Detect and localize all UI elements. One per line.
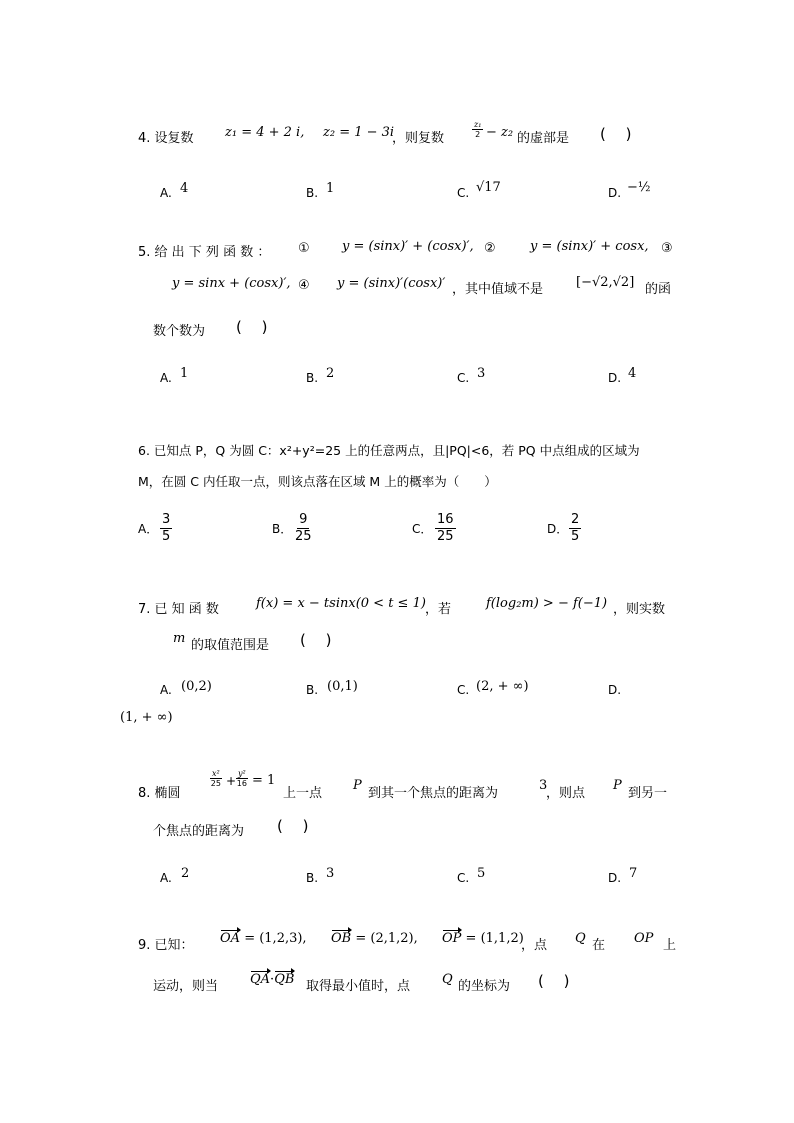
q6-option-b-den: 25 bbox=[295, 529, 312, 544]
q4-option-d-value: −½ bbox=[627, 180, 651, 195]
q7-option-a-value: (0,2) bbox=[181, 679, 212, 694]
q5-f4: y = (sinx)′(cosx)′ bbox=[337, 276, 446, 291]
q7-answer-paren: ( ) bbox=[300, 631, 332, 649]
q4-z1: z₁ = 4 + 2 i, bbox=[225, 125, 305, 140]
q5-line3: 数个数为 bbox=[153, 324, 206, 339]
q6-option-c-num: 16 bbox=[437, 512, 454, 527]
q8-option-d-value: 7 bbox=[629, 866, 638, 881]
q7-func: f(x) = x − tsinx(0 < t ≤ 1) bbox=[256, 596, 426, 611]
q4-label: 4. 设复数 bbox=[138, 131, 194, 146]
q8-option-d-letter: D. bbox=[608, 871, 622, 885]
q8-label: 8. 椭圆 bbox=[138, 786, 181, 801]
q9-vector-op bbox=[442, 931, 524, 946]
q9-op-line: OP bbox=[634, 931, 654, 946]
q9-oa-value: = (1,2,3), bbox=[244, 931, 307, 946]
q9-line2-c: 的坐标为 bbox=[458, 979, 511, 994]
q4-expr-tail: − z₂ bbox=[486, 125, 514, 140]
q8-ellipse-frac-x bbox=[210, 769, 222, 788]
q6-option-c-den: 25 bbox=[437, 529, 454, 544]
q5-f1: y = (sinx)′ + (cosx)′, bbox=[342, 239, 474, 254]
q8-ellipse-tail: = 1 bbox=[252, 773, 276, 788]
q5-option-d-value: 4 bbox=[628, 366, 637, 381]
q7-option-b-value: (0,1) bbox=[327, 679, 358, 694]
q4-frac-den: 2 bbox=[475, 130, 481, 139]
q6-option-b-letter: B． bbox=[272, 522, 293, 536]
q7-option-d-value: (1, + ∞) bbox=[120, 710, 173, 725]
q4-option-a-value: 4 bbox=[180, 181, 189, 196]
q6-option-a-fraction bbox=[160, 512, 172, 545]
q8-option-a-letter: A. bbox=[160, 871, 172, 885]
q5-option-c-letter: C. bbox=[457, 371, 470, 385]
q7-text-then: ，则实数 bbox=[613, 602, 666, 617]
q8-ellipse-x-den: 25 bbox=[210, 779, 221, 788]
q5-option-a-value: 1 bbox=[180, 366, 189, 381]
q8-ellipse-frac-y bbox=[236, 769, 248, 788]
q9-dot: · bbox=[270, 972, 275, 987]
q9-line2-a: 运动，则当 bbox=[153, 979, 219, 994]
q9-q1: Q bbox=[575, 931, 586, 946]
q6-option-a-letter: A． bbox=[138, 522, 159, 536]
q4-option-a-letter: A. bbox=[160, 186, 172, 200]
q5-text-mid: ，其中值域不是 bbox=[452, 282, 544, 297]
q7-option-c-letter: C. bbox=[457, 683, 470, 697]
q6-option-d-letter: D． bbox=[547, 522, 569, 536]
q6-option-d-num: 2 bbox=[571, 512, 580, 527]
q7-text-if: ，若 bbox=[425, 602, 452, 617]
q8-option-c-value: 5 bbox=[477, 866, 486, 881]
q4-option-c-letter: C. bbox=[457, 186, 470, 200]
q5-interval: [−√2,√2] bbox=[576, 275, 635, 290]
q5-option-b-value: 2 bbox=[326, 366, 335, 381]
q9-label: 9. 已知： bbox=[138, 938, 194, 953]
q5-option-c-value: 3 bbox=[477, 366, 486, 381]
q4-z2: z₂ = 1 − 3i bbox=[323, 125, 395, 140]
q5-n3: ③ bbox=[661, 241, 673, 256]
q6-line1: 6. 已知点 P，Q 为圆 C：x²+y²=25 上的任意两点，且|PQ|<6，若 PQ 中点组成的区域为 bbox=[138, 443, 640, 458]
q5-label: 5. 给 出 下 列 函 数 ： bbox=[138, 245, 271, 260]
q6-option-b-num: 9 bbox=[299, 512, 308, 527]
q8-option-c-letter: C. bbox=[457, 871, 470, 885]
q9-answer-paren: ( ) bbox=[538, 972, 570, 990]
q8-ellipse-y-den: 16 bbox=[236, 779, 247, 788]
q9-text-on: 在 bbox=[592, 938, 606, 953]
q9-qa: QA bbox=[250, 972, 271, 987]
q9-oa-name: OA bbox=[220, 931, 241, 946]
q8-text4: 到另一 bbox=[628, 786, 668, 801]
q8-ellipse-x-num: x² bbox=[212, 769, 220, 778]
q5-text-tail: 的函 bbox=[645, 282, 672, 297]
q5-answer-paren: ( ) bbox=[236, 318, 268, 336]
q5-option-b-letter: B. bbox=[306, 371, 319, 385]
q4-answer-paren: ( ) bbox=[600, 125, 632, 143]
q9-ob-name: OB bbox=[331, 931, 352, 946]
q7-condition: f(log₂m) > − f(−1) bbox=[486, 596, 608, 611]
q5-option-a-letter: A. bbox=[160, 371, 172, 385]
q4-option-b-letter: B. bbox=[306, 186, 319, 200]
q8-option-a-value: 2 bbox=[181, 866, 190, 881]
q9-qb: QB bbox=[274, 972, 295, 987]
q8-option-b-value: 3 bbox=[326, 866, 335, 881]
q6-option-d-fraction bbox=[569, 512, 581, 545]
q8-p2: P bbox=[613, 778, 622, 793]
q8-option-b-letter: B. bbox=[306, 871, 319, 885]
q6-line2: M，在圆 C 内任取一点，则该点落在区域 M 上的概率为（ ） bbox=[138, 474, 497, 489]
q9-text-point: ，点 bbox=[521, 938, 548, 953]
q4-text-then: ，则复数 bbox=[392, 131, 445, 146]
q8-text1: 上一点 bbox=[283, 786, 323, 801]
q8-ellipse-y-num: y² bbox=[238, 769, 246, 778]
q9-line2-b: 取得最小值时，点 bbox=[306, 979, 411, 994]
q8-plus: + bbox=[226, 774, 237, 788]
q4-option-b-value: 1 bbox=[326, 181, 335, 196]
q5-f3: y = sinx + (cosx)′, bbox=[172, 276, 291, 291]
q5-n1: ① bbox=[298, 241, 310, 256]
q7-option-d-letter: D. bbox=[608, 683, 622, 697]
q7-label: 7. 已 知 函 数 bbox=[138, 602, 219, 617]
q9-ob-value: = (2,1,2), bbox=[355, 931, 418, 946]
q4-fraction bbox=[472, 120, 483, 139]
q8-text3: ，则点 bbox=[546, 786, 586, 801]
q8-p1: P bbox=[353, 778, 362, 793]
q5-f2: y = (sinx)′ + cosx, bbox=[530, 239, 649, 254]
q9-text-up: 上 bbox=[663, 938, 677, 953]
q6-option-d-den: 5 bbox=[571, 529, 580, 544]
q7-option-c-value: (2, + ∞) bbox=[476, 679, 529, 694]
q6-option-a-den: 5 bbox=[162, 529, 171, 544]
q4-text-end: 的虚部是 bbox=[517, 131, 570, 146]
q9-op-name: OP bbox=[442, 931, 462, 946]
q8-distance: 3 bbox=[539, 778, 548, 793]
q7-option-b-letter: B. bbox=[306, 683, 319, 697]
q8-answer-paren: ( ) bbox=[277, 817, 309, 835]
q9-vector-ob bbox=[331, 931, 418, 946]
q6-option-c-letter: C． bbox=[412, 522, 433, 536]
q4-frac-num: z₁ bbox=[474, 120, 482, 129]
q4-option-d-letter: D. bbox=[608, 186, 622, 200]
q9-q2: Q bbox=[442, 972, 453, 987]
q7-option-a-letter: A. bbox=[160, 683, 172, 697]
q9-vector-oa bbox=[220, 931, 307, 946]
q7-line2-tail: 的取值范围是 bbox=[191, 638, 270, 653]
q5-n4: ④ bbox=[298, 278, 310, 293]
q6-option-c-fraction bbox=[435, 512, 456, 545]
q6-option-b-fraction bbox=[295, 512, 312, 545]
q5-option-d-letter: D. bbox=[608, 371, 622, 385]
q4-option-c-value: √17 bbox=[476, 180, 501, 195]
q8-line2: 个焦点的距离为 bbox=[153, 824, 245, 839]
q5-n2: ② bbox=[484, 241, 496, 256]
q9-dot-product bbox=[250, 972, 294, 987]
q9-op-value: = (1,1,2) bbox=[465, 931, 524, 946]
q8-text2: 到其一个焦点的距离为 bbox=[368, 786, 499, 801]
q6-option-a-num: 3 bbox=[162, 512, 171, 527]
q7-var: m bbox=[173, 631, 186, 646]
